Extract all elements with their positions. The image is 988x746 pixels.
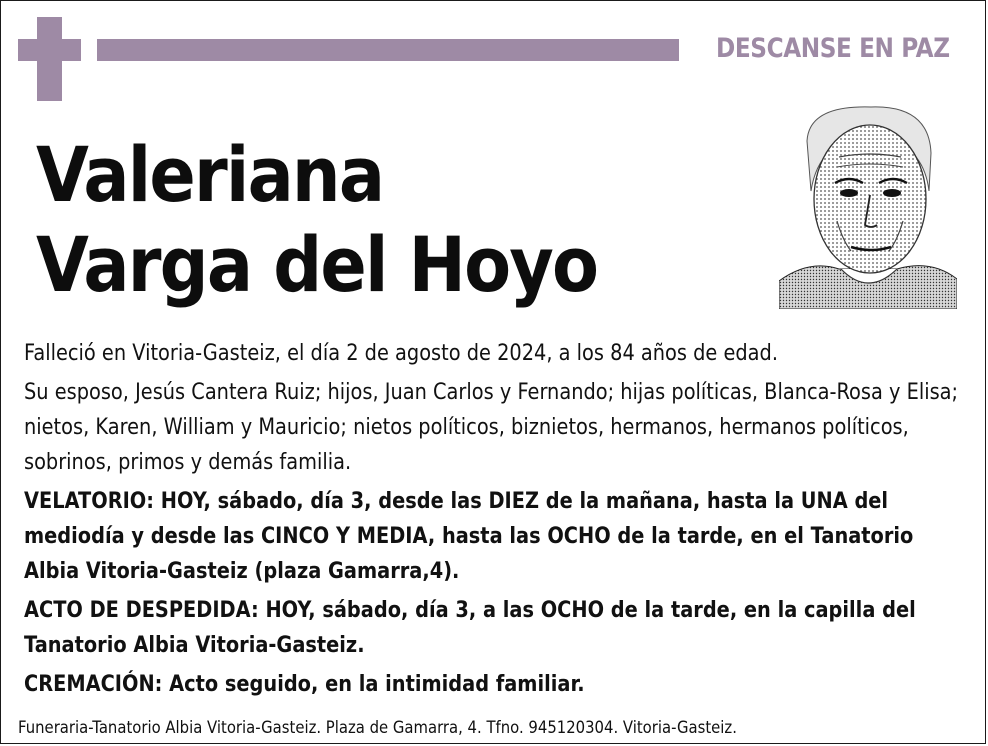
farewell-paragraph: ACTO DE DESPEDIDA: HOY, sábado, día 3, a las OCHO de la tarde, en la capilla del Tanatorio Albia Vitoria-Gasteiz. <box>24 598 916 658</box>
portrait-photo <box>779 101 957 309</box>
name-line-1: Valeriana <box>36 130 384 219</box>
funeral-home-footer: Funeraria-Tanatorio Albia Vitoria-Gasteiz. Plaza de Gamarra, 4. Tfno. 945120304. Vitoria-Gasteiz. <box>18 718 737 737</box>
death-paragraph: Falleció en Vitoria-Gasteiz, el día 2 de agosto de 2024, a los 84 años de edad. <box>24 341 778 366</box>
cross-horizontal-bar <box>18 39 81 61</box>
cremation-paragraph: CREMACIÓN: Acto seguido, en la intimidad familiar. <box>24 672 585 697</box>
name-line-2: Varga del Hoyo <box>36 220 598 309</box>
deceased-name <box>36 130 597 310</box>
family-paragraph: Su esposo, Jesús Cantera Ruiz; hijos, Juan Carlos y Fernando; hijas políticas, Blanca-Rosa y Elisa; nietos, Karen, William y Mauricio; nietos políticos, biznietos, hermanos, hermanos políticos, sobrinos, primos y demás familia. <box>24 380 959 475</box>
wake-paragraph: VELATORIO: HOY, sábado, día 3, desde las DIEZ de la mañana, hasta la UNA del mediodía y desde las CINCO Y MEDIA, hasta las OCHO de la tarde, en el Tanatorio Albia Vitoria-Gasteiz (plaza Gamarra,4). <box>24 489 914 584</box>
header-label: DESCANSE EN PAZ <box>716 33 950 64</box>
header-rule <box>97 39 679 61</box>
notice-body <box>24 336 966 706</box>
